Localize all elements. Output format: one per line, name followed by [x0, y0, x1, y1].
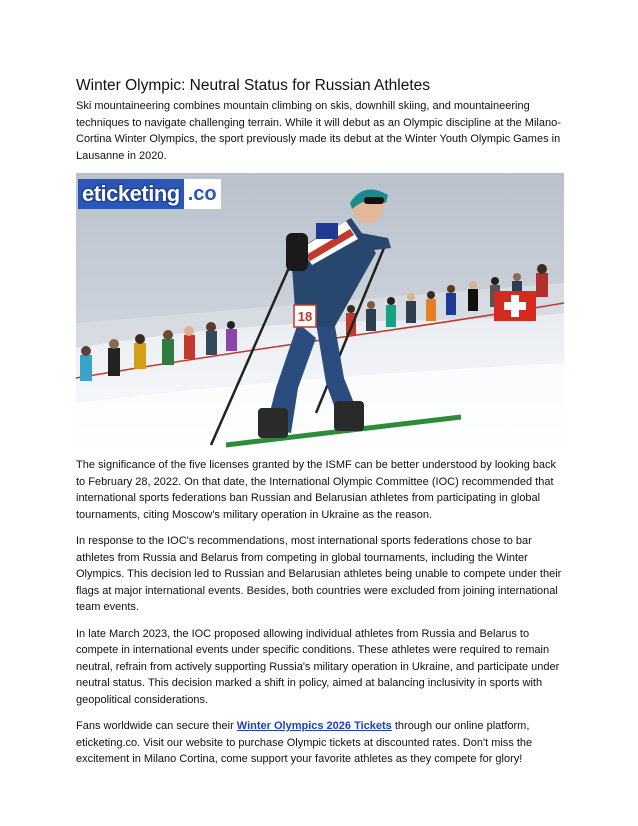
closing-text-before: Fans worldwide can secure their — [76, 720, 237, 732]
body-paragraph-1: The significance of the five licenses granted by the ISMF can be better understood by looking back to February 28, 2022. On that date, the International Olympic Committee (IOC) recommended that international sports federations ban Russian and Belarusian athletes from participating in global tournaments, citing Moscow's military operation in Ukraine as the reason. — [76, 459, 556, 521]
photo-illustration — [76, 173, 564, 448]
body-paragraph-2: In response to the IOC's recommendations, most international sports federations chose to bar athletes from Russia and Belarus from competing in global tournaments, including the Winter Olympics. This decision led to Russian and Belarusian athletes being unable to compete under their flags at major international events. Besides, both countries were excluded from joining international team events. — [76, 535, 562, 613]
closing-text-after: through our online platform, eticketing.co. Visit our website to purchase Olympic tickets at discounted rates. Don't miss the excitement in Milano Cortina, come support your favorite athletes as they compete for glory! — [76, 720, 533, 765]
bib-number: 18 — [297, 309, 313, 324]
intro-paragraph: Ski mountaineering combines mountain climbing on skis, downhill skiing, and mountaineering techniques to navigate challenging terrain. While it will debut as an Olympic discipline at the Milano-Cortina Winter Olympics, the sport previously made its debut at the Winter Youth Olympic Games in Lausanne in 2020. — [76, 100, 561, 162]
eticketing-logo — [78, 179, 221, 209]
tickets-link[interactable]: Winter Olympics 2026 Tickets — [236, 720, 392, 732]
body-paragraph-3: In late March 2023, the IOC proposed allowing individual athletes from Russia and Belarus to compete in international events under specific conditions. These athletes were required to remain neutral, refrain from actively supporting Russia's military operation in Ukraine, and participate under neutral status. This decision marked a shift in policy, aimed at balancing inclusivity in sports with geopolitical considerations. — [76, 627, 560, 706]
logo-wordmark: eticketing — [78, 179, 184, 209]
ski-mountaineering-photo — [76, 173, 564, 448]
swiss-flag — [494, 291, 536, 321]
logo-suffix: .co — [184, 179, 221, 209]
article-title: Winter Olympic: Neutral Status for Russian Athletes — [76, 77, 431, 94]
closing-paragraph — [76, 718, 564, 768]
article-body — [76, 76, 564, 778]
